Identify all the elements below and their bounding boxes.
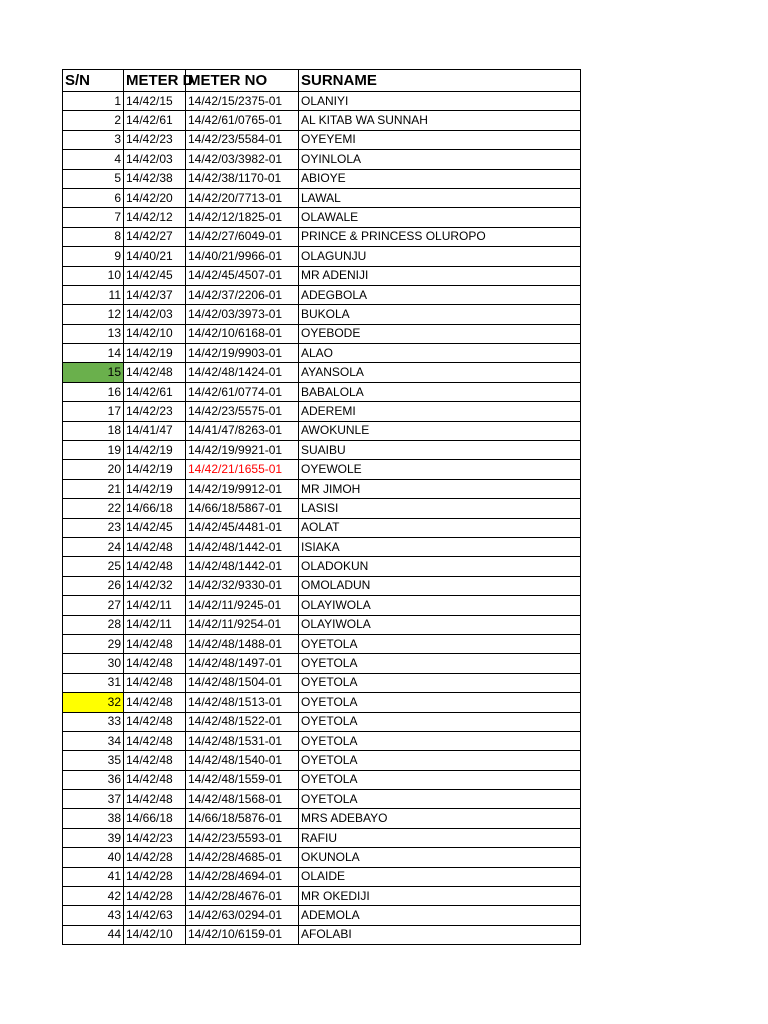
table-row bbox=[63, 188, 581, 207]
cell-surname[interactable]: ISIAKA bbox=[299, 537, 581, 556]
cell-meter-no[interactable]: 14/42/61/0765-01 bbox=[186, 111, 299, 130]
cell-meter-no[interactable]: 14/42/23/5593-01 bbox=[186, 828, 299, 847]
cell-sn[interactable]: 44 bbox=[63, 925, 124, 944]
cell-surname[interactable]: AL KITAB WA SUNNAH bbox=[299, 111, 581, 130]
cell-meter-d[interactable]: 14/42/19 bbox=[124, 441, 186, 460]
cell-meter-d[interactable]: 14/42/48 bbox=[124, 731, 186, 750]
cell-meter-no[interactable]: 14/42/48/1442-01 bbox=[186, 557, 299, 576]
table-row bbox=[63, 227, 581, 246]
cell-meter-d[interactable]: 14/42/19 bbox=[124, 479, 186, 498]
table-row bbox=[63, 363, 581, 382]
cell-meter-d[interactable]: 14/42/38 bbox=[124, 169, 186, 188]
cell-meter-d[interactable]: 14/42/11 bbox=[124, 615, 186, 634]
table-row bbox=[63, 305, 581, 324]
cell-sn[interactable]: 18 bbox=[63, 421, 124, 440]
cell-meter-no[interactable]: 14/42/48/1540-01 bbox=[186, 751, 299, 770]
cell-sn[interactable]: 40 bbox=[63, 848, 124, 867]
cell-meter-no[interactable]: 14/42/23/5575-01 bbox=[186, 402, 299, 421]
cell-sn[interactable]: 11 bbox=[63, 285, 124, 304]
header-row bbox=[63, 70, 581, 92]
cell-sn[interactable]: 24 bbox=[63, 537, 124, 556]
cell-surname[interactable]: LASISI bbox=[299, 499, 581, 518]
cell-sn[interactable]: 34 bbox=[63, 731, 124, 750]
cell-surname[interactable]: OLAIDE bbox=[299, 867, 581, 886]
cell-meter-no[interactable]: 14/42/11/9245-01 bbox=[186, 596, 299, 615]
cell-meter-d[interactable]: 14/42/20 bbox=[124, 188, 186, 207]
cell-meter-no[interactable]: 14/42/61/0774-01 bbox=[186, 382, 299, 401]
cell-meter-no[interactable]: 14/42/23/5584-01 bbox=[186, 130, 299, 149]
cell-meter-d[interactable]: 14/42/48 bbox=[124, 693, 186, 712]
cell-surname[interactable]: ADEMOLA bbox=[299, 906, 581, 925]
table-row bbox=[63, 537, 581, 556]
cell-sn[interactable]: 19 bbox=[63, 441, 124, 460]
cell-meter-d[interactable]: 14/42/10 bbox=[124, 324, 186, 343]
cell-meter-no[interactable]: 14/42/48/1488-01 bbox=[186, 634, 299, 653]
table-row bbox=[63, 499, 581, 518]
cell-surname[interactable]: SUAIBU bbox=[299, 441, 581, 460]
table-row bbox=[63, 925, 581, 944]
cell-sn[interactable]: 6 bbox=[63, 188, 124, 207]
cell-meter-d[interactable]: 14/42/48 bbox=[124, 537, 186, 556]
cell-meter-d[interactable]: 14/42/23 bbox=[124, 130, 186, 149]
cell-surname[interactable]: MR JIMOH bbox=[299, 479, 581, 498]
cell-surname[interactable]: OLAYIWOLA bbox=[299, 615, 581, 634]
table-row bbox=[63, 247, 581, 266]
cell-sn[interactable]: 14 bbox=[63, 344, 124, 363]
cell-meter-no[interactable]: 14/42/37/2206-01 bbox=[186, 285, 299, 304]
cell-surname[interactable]: OYETOLA bbox=[299, 751, 581, 770]
cell-meter-d[interactable]: 14/42/28 bbox=[124, 848, 186, 867]
cell-surname[interactable]: AYANSOLA bbox=[299, 363, 581, 382]
cell-surname[interactable]: BABALOLA bbox=[299, 382, 581, 401]
cell-meter-d[interactable]: 14/42/48 bbox=[124, 712, 186, 731]
table-row bbox=[63, 382, 581, 401]
cell-meter-d[interactable]: 14/42/48 bbox=[124, 363, 186, 382]
cell-sn[interactable]: 10 bbox=[63, 266, 124, 285]
table-row bbox=[63, 169, 581, 188]
cell-meter-d[interactable]: 14/42/11 bbox=[124, 596, 186, 615]
table-row bbox=[63, 460, 581, 479]
table-row bbox=[63, 615, 581, 634]
cell-meter-d[interactable]: 14/42/28 bbox=[124, 867, 186, 886]
cell-meter-d[interactable]: 14/42/12 bbox=[124, 208, 186, 227]
cell-sn[interactable]: 39 bbox=[63, 828, 124, 847]
cell-meter-d[interactable]: 14/42/48 bbox=[124, 770, 186, 789]
table-row bbox=[63, 518, 581, 537]
cell-sn[interactable]: 7 bbox=[63, 208, 124, 227]
cell-meter-no[interactable]: 14/42/48/1442-01 bbox=[186, 537, 299, 556]
table-row bbox=[63, 693, 581, 712]
table-row bbox=[63, 751, 581, 770]
cell-meter-no[interactable]: 14/42/48/1504-01 bbox=[186, 673, 299, 692]
cell-sn[interactable]: 38 bbox=[63, 809, 124, 828]
cell-meter-no[interactable]: 14/42/48/1497-01 bbox=[186, 654, 299, 673]
table-row bbox=[63, 634, 581, 653]
cell-surname[interactable]: OLAGUNJU bbox=[299, 247, 581, 266]
table-row bbox=[63, 285, 581, 304]
cell-meter-d[interactable]: 14/42/03 bbox=[124, 305, 186, 324]
cell-meter-no[interactable]: 14/42/38/1170-01 bbox=[186, 169, 299, 188]
cell-meter-no[interactable]: 14/40/21/9966-01 bbox=[186, 247, 299, 266]
cell-sn[interactable]: 20 bbox=[63, 460, 124, 479]
cell-surname[interactable]: OYEWOLE bbox=[299, 460, 581, 479]
cell-surname[interactable]: OYETOLA bbox=[299, 790, 581, 809]
cell-meter-d[interactable]: 14/40/21 bbox=[124, 247, 186, 266]
cell-meter-d[interactable]: 14/42/61 bbox=[124, 111, 186, 130]
cell-meter-d[interactable]: 14/42/48 bbox=[124, 654, 186, 673]
cell-surname[interactable]: ADEREMI bbox=[299, 402, 581, 421]
cell-surname[interactable]: OYETOLA bbox=[299, 693, 581, 712]
cell-meter-no[interactable]: 14/42/11/9254-01 bbox=[186, 615, 299, 634]
cell-sn[interactable]: 27 bbox=[63, 596, 124, 615]
header-meter-d[interactable]: METER D bbox=[124, 70, 186, 92]
table-row bbox=[63, 906, 581, 925]
cell-surname[interactable]: OYETOLA bbox=[299, 712, 581, 731]
cell-meter-d[interactable]: 14/42/48 bbox=[124, 751, 186, 770]
table-body bbox=[63, 92, 581, 945]
cell-meter-no[interactable]: 14/42/28/4685-01 bbox=[186, 848, 299, 867]
cell-meter-no[interactable]: 14/42/63/0294-01 bbox=[186, 906, 299, 925]
cell-sn[interactable]: 13 bbox=[63, 324, 124, 343]
cell-surname[interactable]: AFOLABI bbox=[299, 925, 581, 944]
table-row bbox=[63, 208, 581, 227]
cell-meter-d[interactable]: 14/66/18 bbox=[124, 499, 186, 518]
cell-sn[interactable]: 41 bbox=[63, 867, 124, 886]
cell-meter-no[interactable]: 14/42/48/1559-01 bbox=[186, 770, 299, 789]
cell-meter-d[interactable]: 14/42/48 bbox=[124, 634, 186, 653]
table-row bbox=[63, 441, 581, 460]
cell-sn[interactable]: 42 bbox=[63, 887, 124, 906]
cell-surname[interactable]: OYETOLA bbox=[299, 673, 581, 692]
table-row bbox=[63, 848, 581, 867]
table-row bbox=[63, 712, 581, 731]
cell-meter-no[interactable]: 14/42/48/1568-01 bbox=[186, 790, 299, 809]
cell-surname[interactable]: AWOKUNLE bbox=[299, 421, 581, 440]
cell-meter-d[interactable]: 14/42/37 bbox=[124, 285, 186, 304]
table-row bbox=[63, 828, 581, 847]
cell-meter-no[interactable]: 14/42/19/9921-01 bbox=[186, 441, 299, 460]
cell-meter-no[interactable]: 14/42/48/1522-01 bbox=[186, 712, 299, 731]
cell-surname[interactable]: ALAO bbox=[299, 344, 581, 363]
cell-meter-no[interactable]: 14/42/10/6159-01 bbox=[186, 925, 299, 944]
cell-meter-no[interactable]: 14/42/28/4694-01 bbox=[186, 867, 299, 886]
cell-meter-d[interactable]: 14/42/27 bbox=[124, 227, 186, 246]
cell-sn[interactable]: 22 bbox=[63, 499, 124, 518]
cell-surname[interactable]: MR ADENIJI bbox=[299, 266, 581, 285]
cell-sn[interactable]: 37 bbox=[63, 790, 124, 809]
cell-meter-no[interactable]: 14/66/18/5876-01 bbox=[186, 809, 299, 828]
cell-surname[interactable]: OLAWALE bbox=[299, 208, 581, 227]
cell-meter-no[interactable]: 14/42/48/1531-01 bbox=[186, 731, 299, 750]
cell-meter-d[interactable]: 14/42/28 bbox=[124, 887, 186, 906]
cell-meter-no[interactable]: 14/42/03/3973-01 bbox=[186, 305, 299, 324]
cell-sn[interactable]: 36 bbox=[63, 770, 124, 789]
cell-surname[interactable]: BUKOLA bbox=[299, 305, 581, 324]
cell-surname[interactable]: OYEBODE bbox=[299, 324, 581, 343]
table-row bbox=[63, 654, 581, 673]
cell-meter-no[interactable]: 14/42/15/2375-01 bbox=[186, 92, 299, 111]
cell-sn[interactable]: 17 bbox=[63, 402, 124, 421]
cell-meter-d[interactable]: 14/42/23 bbox=[124, 828, 186, 847]
cell-surname[interactable]: OYINLOLA bbox=[299, 150, 581, 169]
cell-surname[interactable]: ADEGBOLA bbox=[299, 285, 581, 304]
cell-surname[interactable]: OYETOLA bbox=[299, 654, 581, 673]
cell-surname[interactable]: OLANIYI bbox=[299, 92, 581, 111]
cell-surname[interactable]: RAFIU bbox=[299, 828, 581, 847]
cell-sn[interactable]: 29 bbox=[63, 634, 124, 653]
cell-sn[interactable]: 33 bbox=[63, 712, 124, 731]
cell-sn[interactable]: 30 bbox=[63, 654, 124, 673]
cell-sn[interactable]: 35 bbox=[63, 751, 124, 770]
cell-meter-no[interactable]: 14/42/20/7713-01 bbox=[186, 188, 299, 207]
cell-meter-no[interactable]: 14/42/32/9330-01 bbox=[186, 576, 299, 595]
cell-meter-no[interactable]: 14/42/12/1825-01 bbox=[186, 208, 299, 227]
cell-meter-d[interactable]: 14/42/45 bbox=[124, 266, 186, 285]
cell-meter-no[interactable]: 14/42/19/9912-01 bbox=[186, 479, 299, 498]
cell-surname[interactable]: OMOLADUN bbox=[299, 576, 581, 595]
cell-sn[interactable]: 31 bbox=[63, 673, 124, 692]
table-row bbox=[63, 887, 581, 906]
cell-meter-d[interactable]: 14/42/48 bbox=[124, 557, 186, 576]
cell-surname[interactable]: LAWAL bbox=[299, 188, 581, 207]
cell-surname[interactable]: ABIOYE bbox=[299, 169, 581, 188]
cell-sn[interactable]: 3 bbox=[63, 130, 124, 149]
cell-meter-d[interactable]: 14/42/61 bbox=[124, 382, 186, 401]
table-row bbox=[63, 576, 581, 595]
cell-meter-d[interactable]: 14/66/18 bbox=[124, 809, 186, 828]
cell-meter-no[interactable] bbox=[186, 460, 299, 479]
table-row bbox=[63, 867, 581, 886]
cell-sn[interactable]: 4 bbox=[63, 150, 124, 169]
table-row bbox=[63, 266, 581, 285]
cell-sn[interactable]: 5 bbox=[63, 169, 124, 188]
cell-surname[interactable]: OKUNOLA bbox=[299, 848, 581, 867]
table-row bbox=[63, 596, 581, 615]
table-row bbox=[63, 111, 581, 130]
cell-surname[interactable]: OYETOLA bbox=[299, 770, 581, 789]
table-row bbox=[63, 421, 581, 440]
table-row bbox=[63, 344, 581, 363]
cell-meter-d[interactable]: 14/42/63 bbox=[124, 906, 186, 925]
cell-meter-no[interactable]: 14/42/28/4676-01 bbox=[186, 887, 299, 906]
spreadsheet bbox=[62, 69, 580, 945]
cell-meter-no[interactable]: 14/42/48/1513-01 bbox=[186, 693, 299, 712]
cell-sn[interactable]: 15 bbox=[63, 363, 124, 382]
cell-meter-d[interactable]: 14/41/47 bbox=[124, 421, 186, 440]
cell-sn[interactable]: 23 bbox=[63, 518, 124, 537]
cell-meter-d[interactable]: 14/42/03 bbox=[124, 150, 186, 169]
cell-sn[interactable]: 25 bbox=[63, 557, 124, 576]
cell-meter-d[interactable]: 14/42/45 bbox=[124, 518, 186, 537]
cell-sn[interactable]: 43 bbox=[63, 906, 124, 925]
meter-no-red-text: 14/42/21/1655-01 bbox=[188, 462, 283, 477]
header-sn[interactable]: S/N bbox=[63, 70, 124, 92]
cell-meter-d[interactable]: 14/42/48 bbox=[124, 673, 186, 692]
cell-surname[interactable]: AOLAT bbox=[299, 518, 581, 537]
table-row bbox=[63, 150, 581, 169]
cell-meter-d[interactable]: 14/42/10 bbox=[124, 925, 186, 944]
cell-sn[interactable]: 8 bbox=[63, 227, 124, 246]
cell-surname[interactable]: OLADOKUN bbox=[299, 557, 581, 576]
table-row bbox=[63, 92, 581, 111]
cell-sn[interactable]: 2 bbox=[63, 111, 124, 130]
cell-meter-no[interactable]: 14/42/10/6168-01 bbox=[186, 324, 299, 343]
table-row bbox=[63, 731, 581, 750]
table-row bbox=[63, 809, 581, 828]
cell-surname[interactable]: OLAYIWOLA bbox=[299, 596, 581, 615]
cell-meter-no[interactable]: 14/41/47/8263-01 bbox=[186, 421, 299, 440]
table-row bbox=[63, 402, 581, 421]
header-surname[interactable]: SURNAME bbox=[299, 70, 581, 92]
table-row bbox=[63, 324, 581, 343]
cell-sn[interactable]: 26 bbox=[63, 576, 124, 595]
table-row bbox=[63, 770, 581, 789]
meter-table bbox=[62, 69, 581, 945]
cell-meter-d[interactable]: 14/42/48 bbox=[124, 790, 186, 809]
cell-meter-no[interactable]: 14/66/18/5867-01 bbox=[186, 499, 299, 518]
table-row bbox=[63, 673, 581, 692]
cell-meter-d[interactable]: 14/42/23 bbox=[124, 402, 186, 421]
cell-meter-no[interactable]: 14/42/19/9903-01 bbox=[186, 344, 299, 363]
cell-surname[interactable]: PRINCE & PRINCESS OLUROPO bbox=[299, 227, 581, 246]
cell-surname[interactable]: OYETOLA bbox=[299, 731, 581, 750]
cell-meter-d[interactable]: 14/42/32 bbox=[124, 576, 186, 595]
table-row bbox=[63, 479, 581, 498]
cell-meter-no[interactable]: 14/42/27/6049-01 bbox=[186, 227, 299, 246]
cell-meter-d[interactable]: 14/42/19 bbox=[124, 460, 186, 479]
cell-surname[interactable]: OYETOLA bbox=[299, 634, 581, 653]
cell-meter-no[interactable]: 14/42/03/3982-01 bbox=[186, 150, 299, 169]
cell-meter-no[interactable]: 14/42/45/4481-01 bbox=[186, 518, 299, 537]
cell-surname[interactable]: MR OKEDIJI bbox=[299, 887, 581, 906]
cell-meter-d[interactable]: 14/42/19 bbox=[124, 344, 186, 363]
header-meter-no[interactable]: METER NO bbox=[186, 70, 299, 92]
cell-meter-no[interactable]: 14/42/45/4507-01 bbox=[186, 266, 299, 285]
cell-sn[interactable]: 12 bbox=[63, 305, 124, 324]
table-row bbox=[63, 130, 581, 149]
table-row bbox=[63, 557, 581, 576]
cell-surname[interactable]: MRS ADEBAYO bbox=[299, 809, 581, 828]
cell-sn[interactable]: 32 bbox=[63, 693, 124, 712]
cell-sn[interactable]: 16 bbox=[63, 382, 124, 401]
cell-surname[interactable]: OYEYEMI bbox=[299, 130, 581, 149]
cell-meter-d[interactable]: 14/42/15 bbox=[124, 92, 186, 111]
cell-sn[interactable]: 21 bbox=[63, 479, 124, 498]
table-row bbox=[63, 790, 581, 809]
cell-sn[interactable]: 9 bbox=[63, 247, 124, 266]
cell-sn[interactable]: 28 bbox=[63, 615, 124, 634]
cell-sn[interactable]: 1 bbox=[63, 92, 124, 111]
cell-meter-no[interactable]: 14/42/48/1424-01 bbox=[186, 363, 299, 382]
